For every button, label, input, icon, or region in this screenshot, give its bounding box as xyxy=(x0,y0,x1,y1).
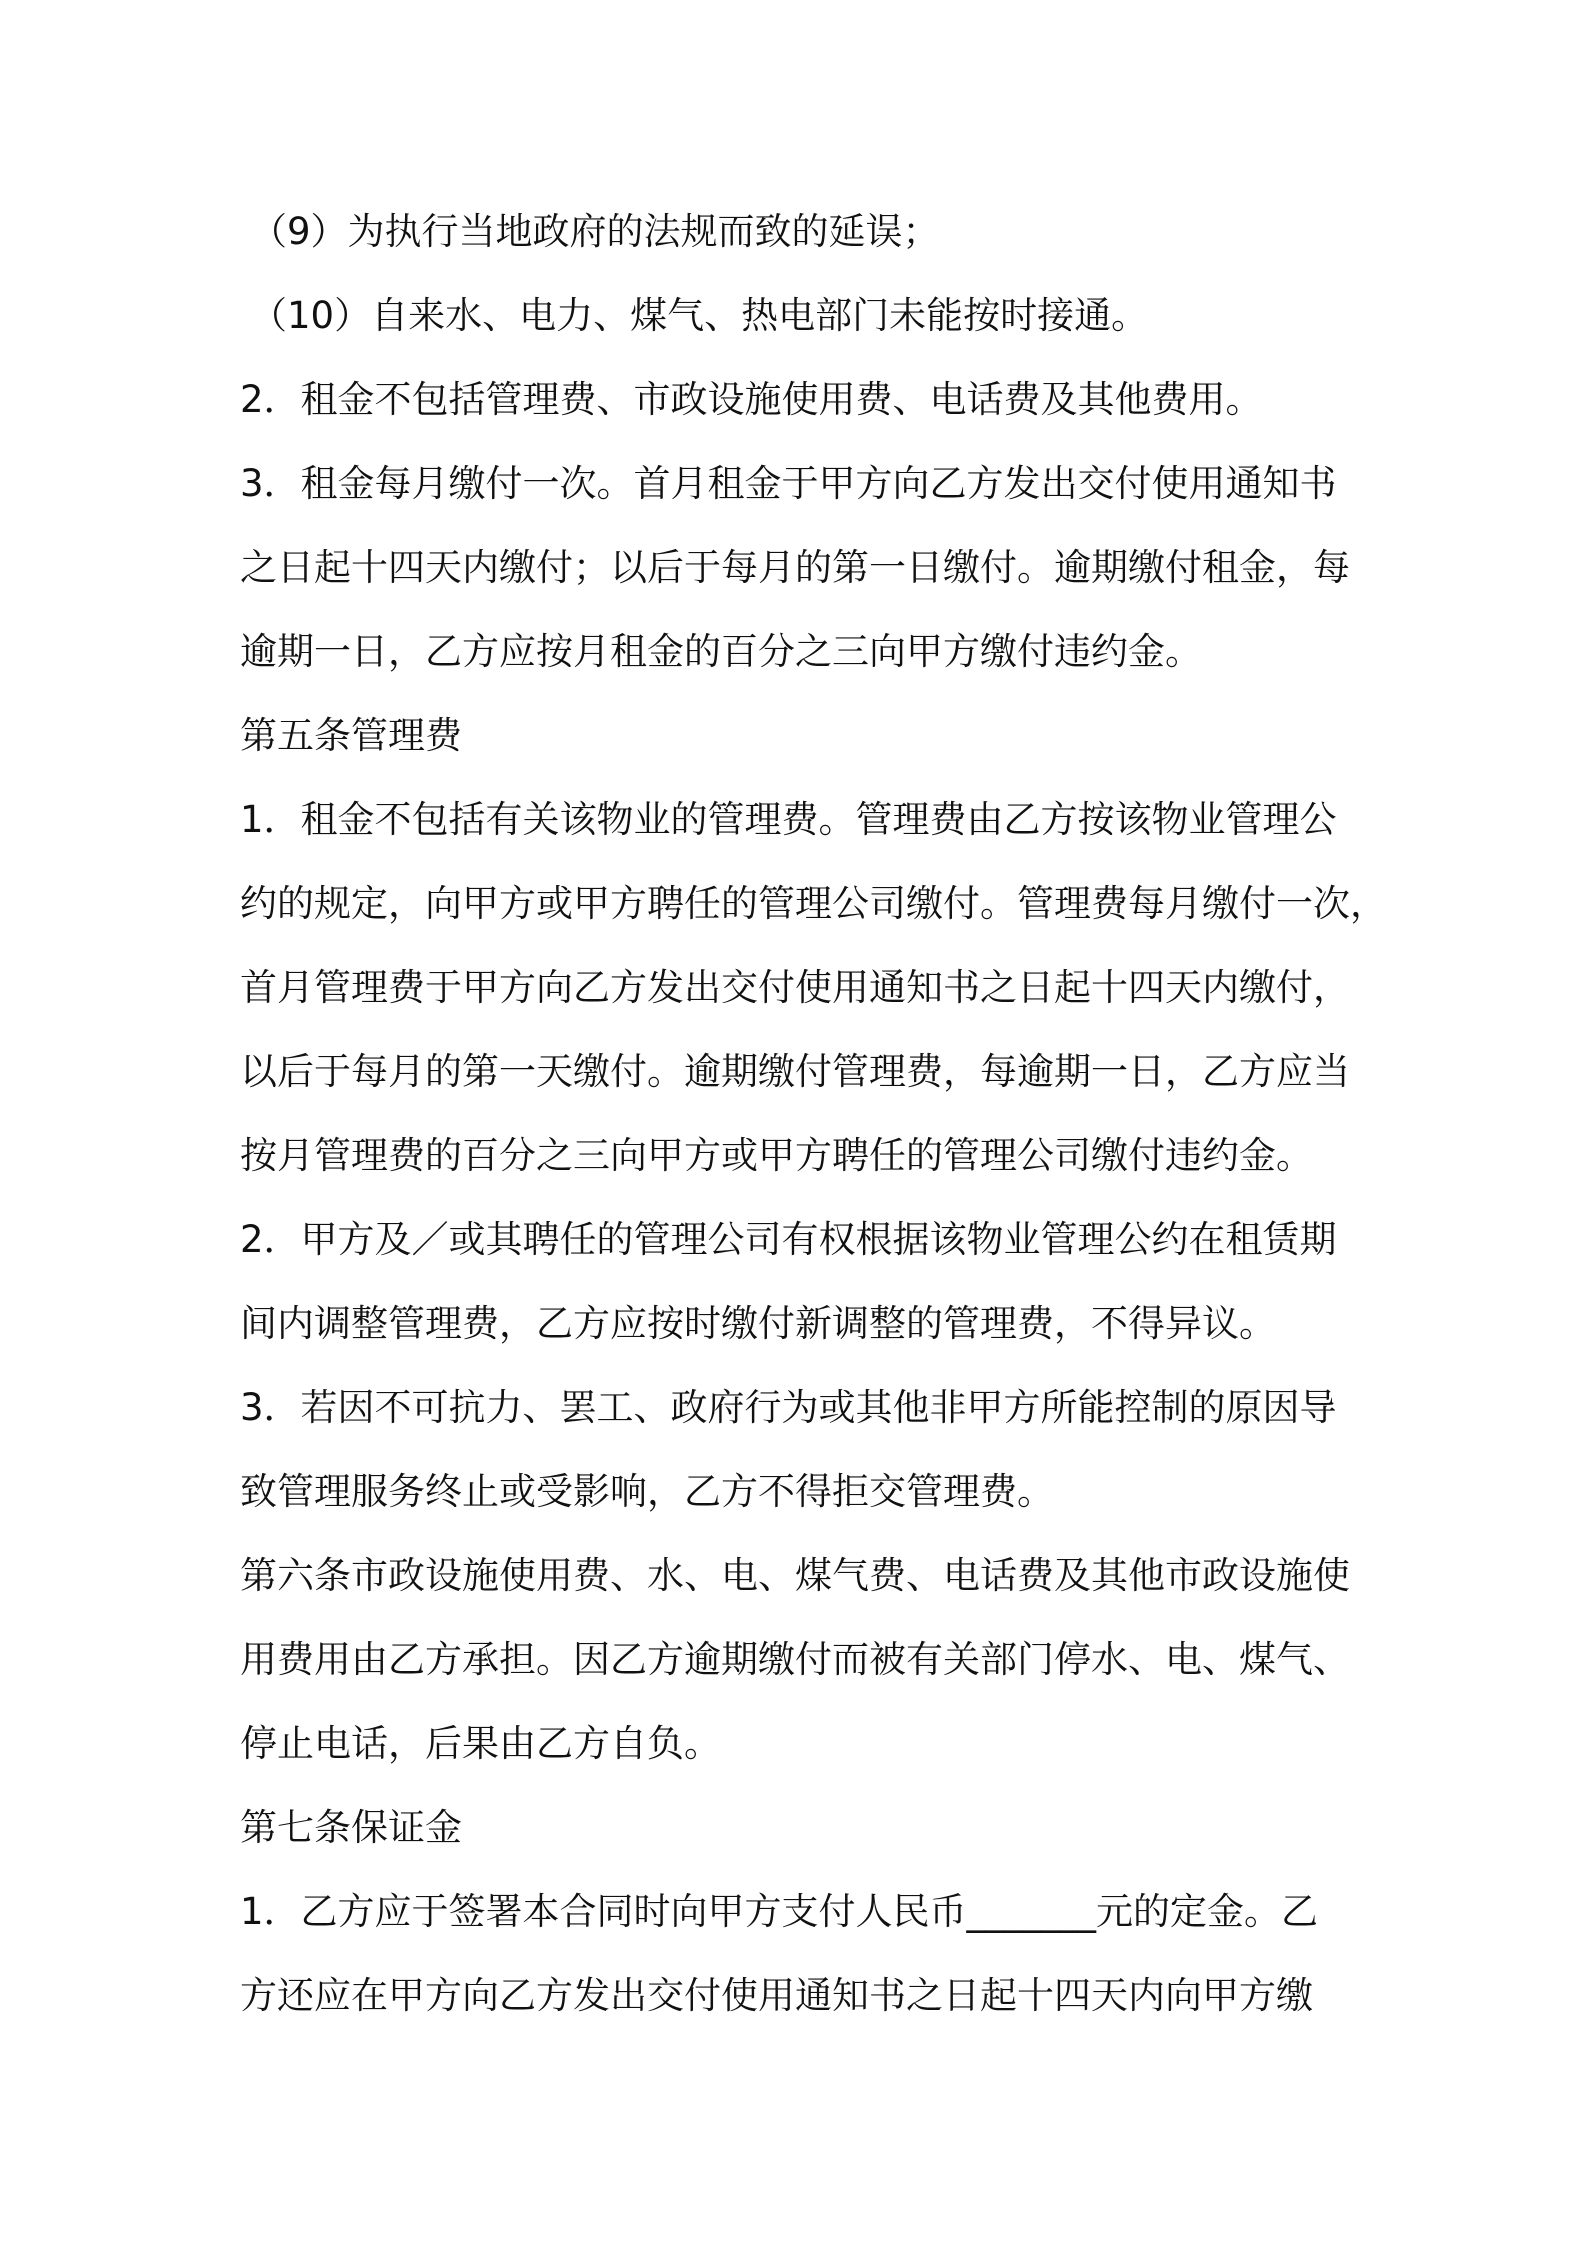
text-line: 按月管理费的百分之三向甲方或甲方聘任的管理公司缴付违约金。 xyxy=(240,1134,1313,1177)
text-line: 1．租金不包括有关该物业的管理费。管理费由乙方按该物业管理公 xyxy=(240,798,1337,841)
text-line: 首月管理费于甲方向乙方发出交付使用通知书之日起十四天内缴付， xyxy=(240,966,1350,1009)
document-body xyxy=(240,190,1387,2038)
text-line: 方还应在甲方向乙方发出交付使用通知书之日起十四天内向甲方缴 xyxy=(240,1974,1313,2017)
text-line: 之日起十四天内缴付；以后于每月的第一日缴付。逾期缴付租金，每 xyxy=(240,546,1350,589)
text-line: 2．租金不包括管理费、市政设施使用费、电话费及其他费用。 xyxy=(240,378,1263,421)
text-line: （10）自来水、电力、煤气、热电部门未能按时接通。 xyxy=(250,294,1149,337)
section-heading: 第七条保证金 xyxy=(240,1806,462,1849)
text-line: 致管理服务终止或受影响，乙方不得拒交管理费。 xyxy=(240,1470,1054,1513)
text-line: 间内调整管理费，乙方应按时缴付新调整的管理费，不得异议。 xyxy=(240,1302,1276,1345)
text-line: 2．甲方及／或其聘任的管理公司有权根据该物业管理公约在租赁期 xyxy=(240,1218,1337,1261)
text-line: 停止电话，后果由乙方自负。 xyxy=(240,1722,721,1765)
text-line: 以后于每月的第一天缴付。逾期缴付管理费，每逾期一日，乙方应当 xyxy=(240,1050,1350,1093)
text-line: 1．乙方应于签署本合同时向甲方支付人民币_______元的定金。乙 xyxy=(240,1890,1319,1933)
text-line: 用费用由乙方承担。因乙方逾期缴付而被有关部门停水、电、煤气、 xyxy=(240,1638,1350,1681)
section-heading: 第五条管理费 xyxy=(240,714,462,757)
text-line: （9）为执行当地政府的法规而致的延误； xyxy=(250,210,940,253)
text-line: 3．租金每月缴付一次。首月租金于甲方向乙方发出交付使用通知书 xyxy=(240,462,1337,505)
text-line: 逾期一日，乙方应按月租金的百分之三向甲方缴付违约金。 xyxy=(240,630,1202,673)
section-heading: 第六条市政设施使用费、水、电、煤气费、电话费及其他市政设施使 xyxy=(240,1554,1350,1597)
text-line: 3．若因不可抗力、罢工、政府行为或其他非甲方所能控制的原因导 xyxy=(240,1386,1337,1429)
text-line: 约的规定，向甲方或甲方聘任的管理公司缴付。管理费每月缴付一次， xyxy=(240,882,1387,925)
